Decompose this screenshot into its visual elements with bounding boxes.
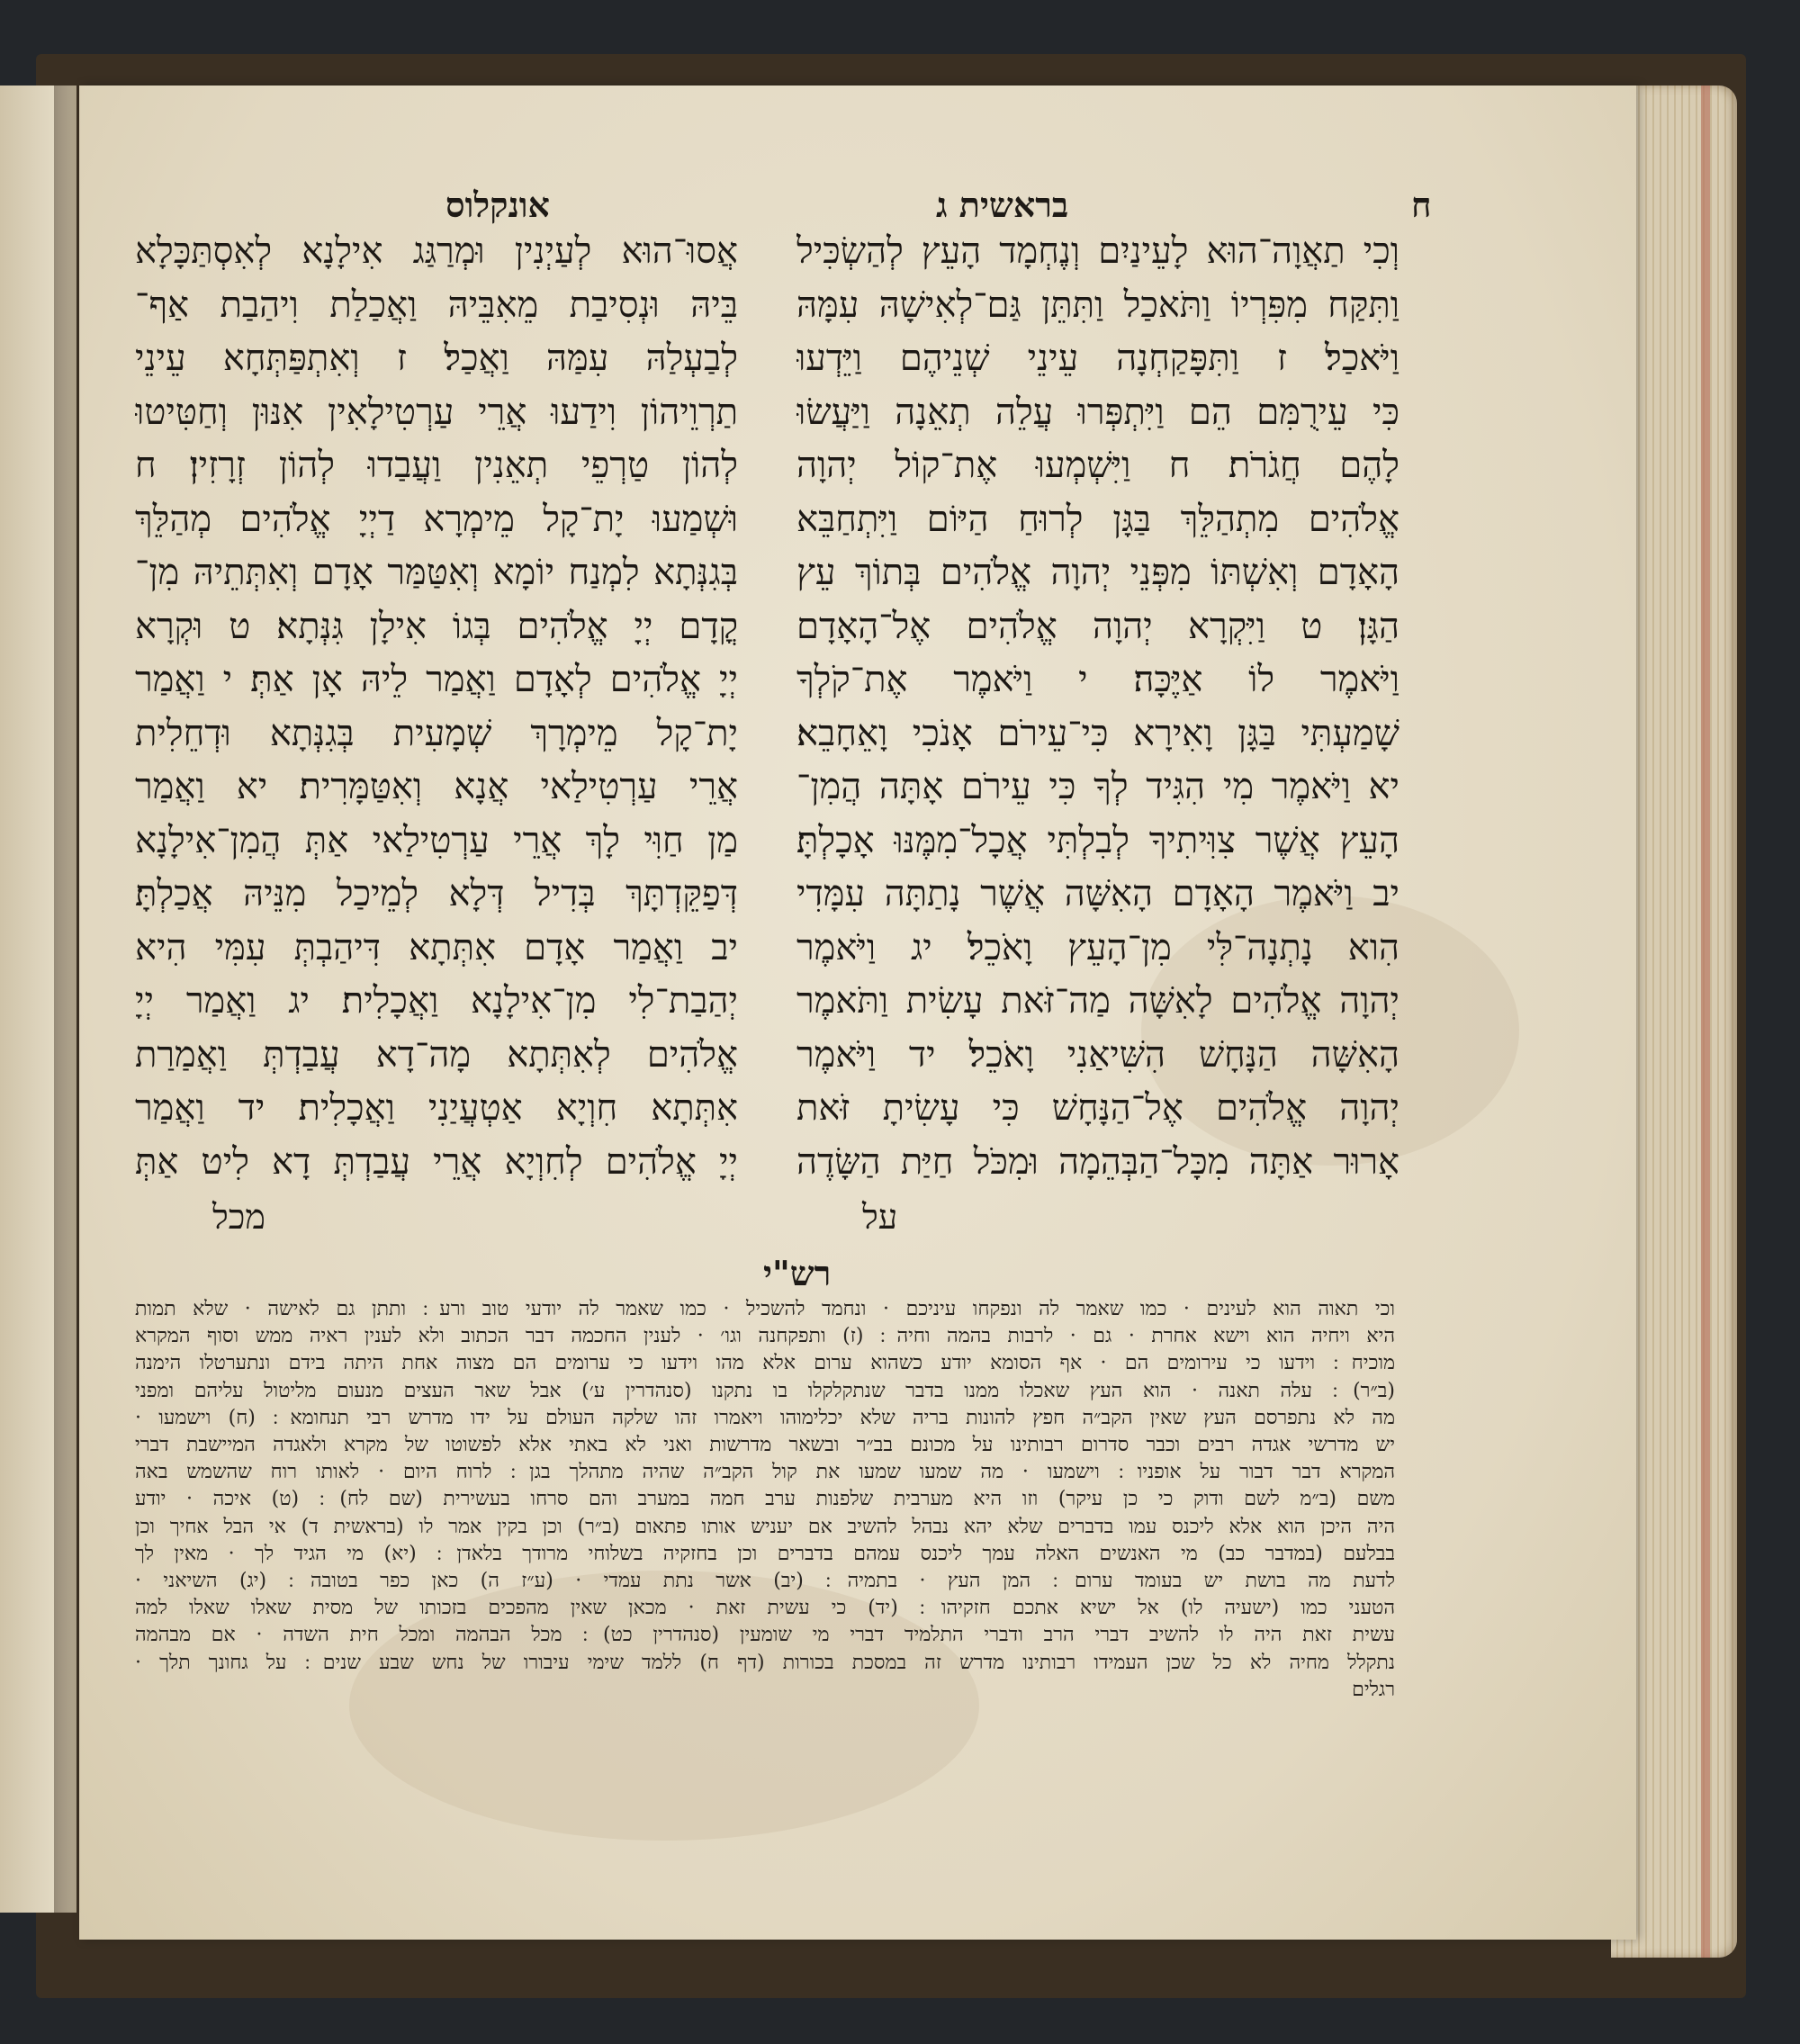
text-line: יְיָ אֱלֹהִים לְחִוְיָא אֲרֵי עֲבַדְתְּ דָא לִיט אַתְּ bbox=[135, 1140, 738, 1183]
text-line: לְבַעְלַהּ עִמַּהּ וַאֲכַל׃ ז וְאִתְפַּתְּחָא עֵינֵי bbox=[135, 338, 738, 379]
text-line: יְיָ אֱלֹהִים לְאָדָם וַאֲמַר לֵיהּ אָן אַתְּ׃ י וַאֲמַר bbox=[135, 659, 738, 700]
text-line: יב וַיֹּאמֶר הָאָדָם הָאִשָּׁה אֲשֶׁר נָתַתָּה עִמָּדִי bbox=[796, 873, 1400, 914]
text-line: אֲסוּ־הוּא לְעַיְנִין וּמְרַגַּג אִילָנָא לְאִסְתַּכָּלָא bbox=[135, 230, 738, 272]
page-letter: ח bbox=[1411, 185, 1432, 225]
commentary-line: מה לא נתפרסם העץ שאין הקב״ה חפץ להונות בריה שלא יכלימוהו ויאמרו זהו שלקה העולם על ידו מדרש רבי תנחומא ׃ (ח) וישמעו · bbox=[135, 1406, 1395, 1429]
text-line: יב וַאֲמַר אָדָם אִתְּתָא דִּיהַבְתְּ עִמִּי הִיא bbox=[135, 926, 738, 968]
commentary-line: יש מדרשי אגדה רבים וכבר סדרום רבותינו על מכונם בב״ר ובשאר מדרשות ואני לא באתי אלא לפשוטו של מקרא ולאגדה המיישבת דברי bbox=[135, 1434, 1395, 1457]
text-line: הָאִשָּׁה הַנָּחָשׁ הִשִּׁיאַנִי וָאֹכֵל׃ יד וַיֹּאמֶר bbox=[796, 1033, 1400, 1076]
hebrew-catchword: על bbox=[862, 1197, 898, 1237]
text-line: יְהַבַת־לִי מִן־אִילָנָא וַאֲכָלִית׃ יג וַאֲמַר יְיָ bbox=[135, 980, 738, 1022]
text-line: אֲרֵי עַרְטִילַאי אֲנָא וְאִטַּמָּרִית׃ יא וַאֲמַר bbox=[135, 766, 738, 807]
commentary-line: לדעת מה בושת יש בעומד ערום ׃ המן העץ · בתמיה ׃ (יב) אשר נתת עמדי · (ע״ז ה) כאן כפר בטובה ׃ (יג) השיאני · bbox=[135, 1570, 1395, 1593]
text-line: וַתִּקַּח מִפִּרְיוֹ וַתֹּאכַל וַתִּתֵּן גַּם־לְאִישָׁהּ עִמָּהּ bbox=[796, 284, 1400, 326]
text-line: יא וַיֹּאמֶר מִי הִגִּיד לְךָ כִּי עֵירֹם אָתָּה הֲמִן־ bbox=[796, 766, 1400, 807]
text-line: לָהֶם חֲגֹרֹת׃ ח וַיִּשְׁמְעוּ אֶת־קוֹל יְהוָה bbox=[796, 445, 1400, 486]
text-line: אָרוּר אַתָּה מִכָּל־הַבְּהֵמָה וּמִכֹּל חַיַּת הַשָּׂדֶה bbox=[796, 1140, 1400, 1183]
commentary-line: רגלים bbox=[1352, 1678, 1395, 1701]
text-line: לְהוֹן טַרְפֵי תְאֵנִין וַעֲבַדוּ לְהוֹן זְרָזִין׃ ח bbox=[135, 445, 738, 486]
onkelos-text-column bbox=[135, 225, 738, 1189]
rashi-heading: רש"י bbox=[763, 1253, 832, 1293]
commentary-line: היא ויחיה הוא וישא אחרת · גם · לרבות בהמה וחיה ׃ (ז) ותפקחנה וגו׳ · לענין החכמה דבר הכתוב ולא לענין ראיה ממש וסוף המקרא bbox=[135, 1325, 1395, 1348]
commentary-line: עשית זאת היה לו להשיב דברי הרב ודברי התלמיד דברי מי שומעין (סנהדרין כט) ׃ מכל הבהמה ומכל חית השדה · אם מבהמה bbox=[135, 1624, 1395, 1647]
text-line: יָת־קָל מֵימְרָךְ שְׁמָעִית בְּגִנְּתָא וּדְחֵלִית bbox=[135, 712, 738, 754]
text-line: שָׁמַעְתִּי בַּגָּן וָאִירָא כִּי־עֵירֹם אָנֹכִי וָאֵחָבֵא׃ bbox=[796, 712, 1400, 754]
commentary-line: המקרא דבר דבור על אופניו ׃ וישמעו · מה שמעו שמעו את קול הקב״ה שהיה מתהלך בגן ׃ לרוח היום · לאותו רוח שהשמש באה bbox=[135, 1461, 1395, 1484]
text-line: הִוא נָתְנָה־לִּי מִן־הָעֵץ וָאֹכֵל׃ יג וַיֹּאמֶר bbox=[796, 926, 1400, 968]
text-line: מַן חַוִּי לָךְ אֲרֵי עַרְטִילַאי אַתְּ הֲמִן־אִילָנָא bbox=[135, 819, 738, 861]
text-line: וַיֹּאכַל׃ ז וַתִּפָּקַחְנָה עֵינֵי שְׁנֵיהֶם וַיֵּדְעוּ bbox=[796, 338, 1400, 379]
commentary-line: (ב״ר) ׃ עלה תאנה · הוא העץ שאכלו ממנו בדבר שנתקלקלו בו נתקנו (סנהדרין ע׳) אבל שאר העצים מנעום מליטול עליהם ומפני bbox=[135, 1379, 1395, 1402]
gutter-shadow bbox=[54, 86, 81, 1913]
text-line: קֳדָם יְיָ אֱלֹהִים בְּגוֹ אִילָן גִּנְּתָא׃ ט וּקְרָא bbox=[135, 605, 738, 647]
commentary-line: משם (ב״מ לשם ודוק כי כן עיקר) וזו היא מערבית שלפנות ערב חמה במערב והם סרחו בעשירית (שם לח) ׃ (ט) איכה · יודע bbox=[135, 1488, 1395, 1511]
hebrew-text-column bbox=[796, 225, 1400, 1189]
red-page-edge bbox=[1701, 86, 1710, 1958]
text-line: הַגָּן׃ ט וַיִּקְרָא יְהוָה אֱלֹהִים אֶל־הָאָדָם bbox=[796, 605, 1400, 647]
text-line: כִּי עֵירֻמִּם הֵם וַיִּתְפְּרוּ עֲלֵה תְאֵנָה וַיַּעֲשׂוּ bbox=[796, 391, 1400, 433]
commentary-line: וכי תאוה הוא לעינים · כמו שאמר לה ונפקחו עיניכם · ונחמד להשכיל · כמו שאמר לה יודעי טוב ורע ׃ ותתן גם לאישה · שלא תמות bbox=[135, 1298, 1395, 1320]
text-line: אֱלֹהִים לְאִתְּתָא מָה־דָא עֲבַדְתְּ וַאֲמַרַת bbox=[135, 1033, 738, 1076]
right-column-header: בראשית ג bbox=[936, 185, 1069, 225]
commentary-line: נתקלל מחיה לא כל שכן העמידו רבותינו מדרש זה במסכת בכורות (דף ח) ללמד שימי עיבורו של נחש שבע שנים ׃ על גחונך תלך · bbox=[135, 1651, 1395, 1674]
text-line: וּשְׁמַעוּ יָת־קָל מֵימְרָא דַיְיָ אֱלֹהִים מְהַלֵּךְ bbox=[135, 498, 738, 540]
text-line: אֱלֹהִים מִתְהַלֵּךְ בַּגָּן לְרוּחַ הַיּוֹם וַיִּתְחַבֵּא bbox=[796, 498, 1400, 540]
commentary-line: הטעני כמו (ישעיה לו) אל ישיא אתכם חזקיהו ׃ (יד) כי עשית זאת · מכאן שאין מהפכים בזכותו של מסית שאלו שאלו למה bbox=[135, 1597, 1395, 1620]
commentary-line: היה היכן הוא אלא ליכנס עמו בדברים שלא יהא נבהל להשיב אם יעניש אותו פתאום (ב״ר) וכן בקין אמר לו (בראשית ד) אי הבל אחיך וכן bbox=[135, 1515, 1395, 1538]
text-line: יְהוָה אֱלֹהִים לָאִשָּׁה מַה־זֹּאת עָשִׂית וַתֹּאמֶר bbox=[796, 980, 1400, 1022]
text-line: וַיֹּאמֶר לוֹ אַיֶּכָּה׃ י וַיֹּאמֶר אֶת־קֹלְךָ bbox=[796, 659, 1400, 700]
text-line: יְהוָה אֱלֹהִים אֶל־הַנָּחָשׁ כִּי עָשִׂיתָ זֹּאת bbox=[796, 1087, 1400, 1129]
onkelos-catchword: מכל bbox=[212, 1197, 266, 1237]
text-line: דְּפַקֵּדְתָּךְ בְּדִיל דְּלָא לְמֵיכַל מִנֵּיהּ אֲכַלְתָּ׃ bbox=[135, 873, 738, 914]
commentary-line: בבלעם (במדבר כב) מי האנשים האלה עמך ליכנס עמהם בדברים וכן בחזקיה בשלוחי מרודך בלאדן ׃ (יא) מי הגיד לך · מאין לך bbox=[135, 1542, 1395, 1565]
text-line: בְּגִנְּתָא לִמְנַח יוֹמָא וְאִטַּמַּר אָדָם וְאִתְּתֵיהּ מִן־ bbox=[135, 552, 738, 593]
rashi-commentary bbox=[135, 1296, 1395, 1704]
text-line: הָעֵץ אֲשֶׁר צִוִּיתִיךָ לְבִלְתִּי אֲכָל־מִמֶּנּוּ אָכָלְתָּ׃ bbox=[796, 819, 1400, 861]
commentary-line: מוכיח ׃ וידעו כי עירומים הם · אף הסומא יודע כשהוא ערום אלא מהו וידעו כי ערומים הם מצוה אחת היתה בידם ונתערטלו הימנה bbox=[135, 1352, 1395, 1375]
text-line: אִתְּתָא חִוְיָא אַטְעֲיַנִי וַאֲכָלִית׃ יד וַאֲמַר bbox=[135, 1087, 738, 1129]
text-line: בֵּיהּ וּנְסִיבַת מֵאִבֵּיהּ וַאֲכַלַת וִיהַבַת אַף־ bbox=[135, 284, 738, 326]
text-line: וְכִי תַאֲוָה־הוּא לָעֵינַיִם וְנֶחְמָד הָעֵץ לְהַשְׂכִּיל bbox=[796, 230, 1400, 272]
left-column-header: אונקלוס bbox=[446, 185, 550, 225]
text-line: תַרְוֵיהוֹן וִידַעוּ אֲרֵי עַרְטִילָאִין אִנּוּן וְחַטִּיטוּ bbox=[135, 391, 738, 433]
text-line: הָאָדָם וְאִשְׁתּוֹ מִפְּנֵי יְהוָה אֱלֹהִים בְּתוֹךְ עֵץ bbox=[796, 552, 1400, 593]
